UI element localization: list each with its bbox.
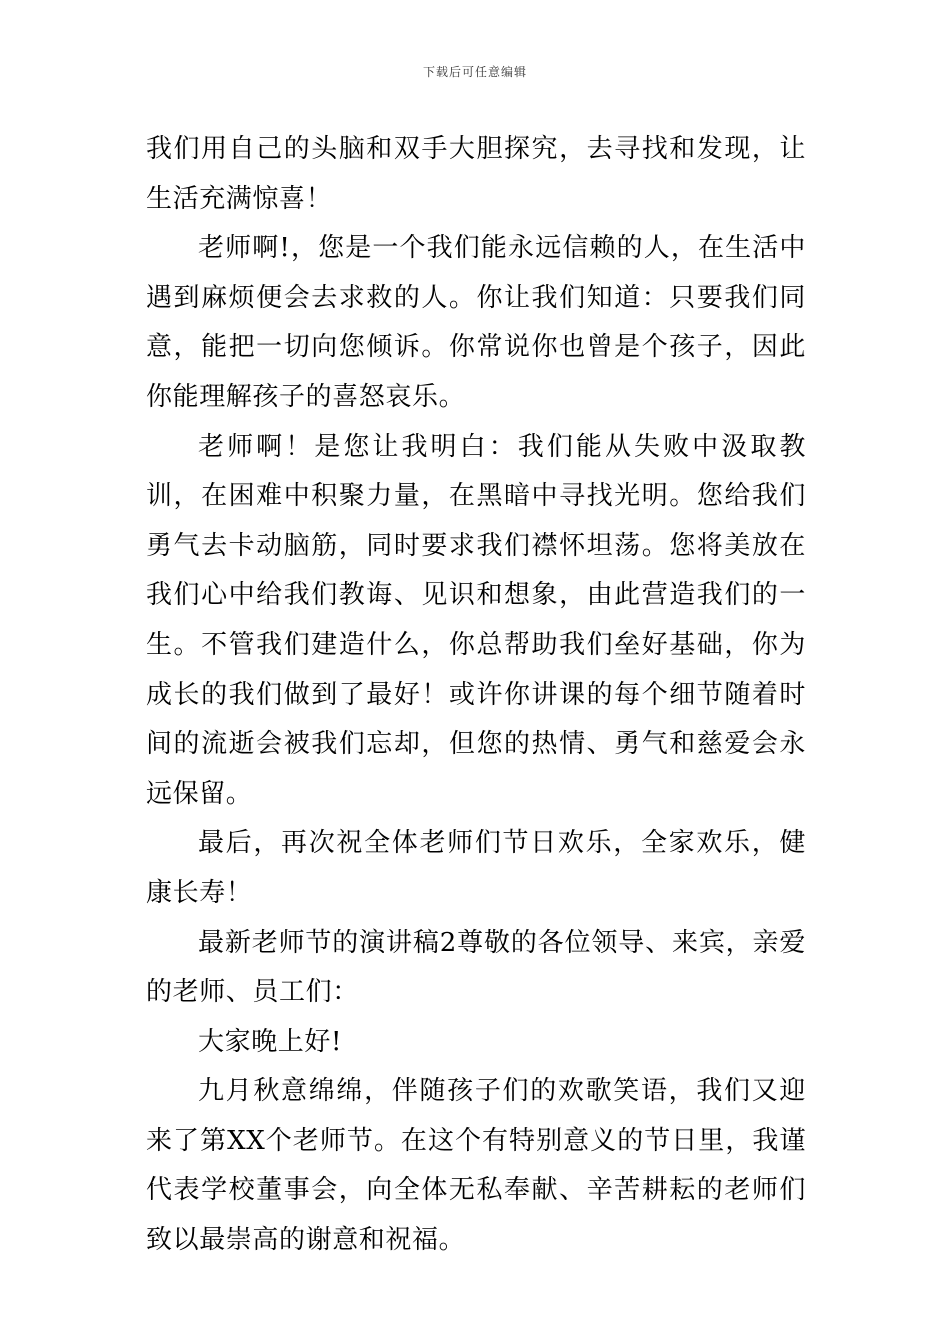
paragraph-speech-2-greeting: 最新老师节的演讲稿2尊敬的各位领导、来宾，亲爱的老师、员工们： [146, 927, 806, 1008]
paragraph-continuation: 我们用自己的头脑和双手大胆探究，去寻找和发现，让生活充满惊喜！ [146, 134, 806, 214]
paragraph-good-evening: 大家晚上好! [198, 1026, 343, 1057]
paragraph-trusted-teacher: 老师啊!，您是一个我们能永远信赖的人，在生活中遇到麻烦便会去求救的人。你让我们知道：只要我们同意，能把一切向您倾诉。你常说你也曾是个孩子，因此你能理解孩子的喜怒哀乐。 [146, 233, 806, 412]
document-body [146, 125, 806, 1266]
paragraph-wishes: 最后，再次祝全体老师们节日欢乐，全家欢乐，健康长寿！ [146, 828, 806, 908]
header-note: 下载后可任意编辑 [422, 65, 527, 79]
paragraph-september: 九月秋意绵绵，伴随孩子们的欢歌笑语，我们又迎来了第XX个老师节。在这个有特别意义的节日里，我谨代表学校董事会，向全体无私奉献、辛苦耕耘的老师们致以最崇高的谢意和祝福。 [146, 1076, 806, 1256]
paragraph-lessons: 老师啊！是您让我明白：我们能从失败中汲取教训，在困难中积聚力量，在黑暗中寻找光明。您给我们勇气去卡动脑筋，同时要求我们襟怀坦荡。您将美放在我们心中给我们教诲、见识和想象，由此营造我们的一生。不管我们建造什么，你总帮助我们垒好基础，你为成长的我们做到了最好！或许你讲课的每个细节随着时间的流逝会被我们忘却，但您的热情、勇气和慈爱会永远保留。 [146, 431, 806, 809]
